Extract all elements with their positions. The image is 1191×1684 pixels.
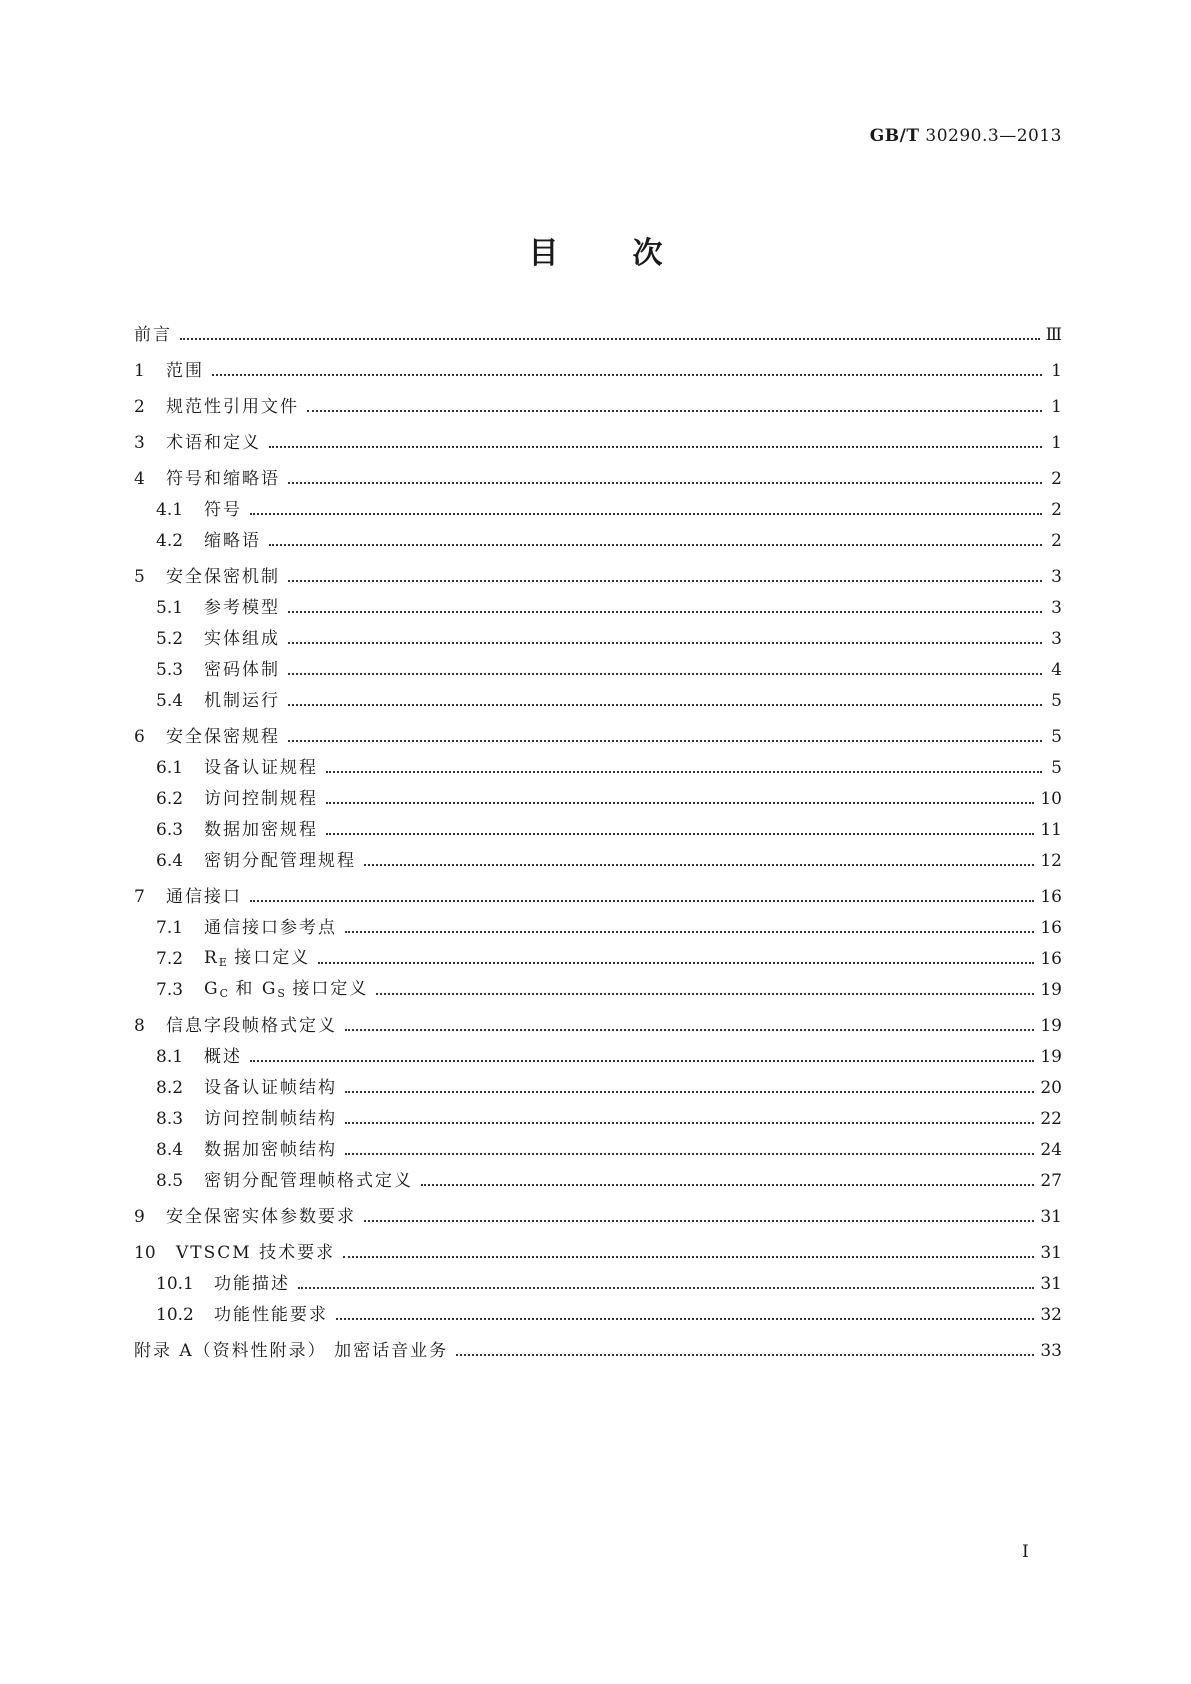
- dot-leader: [336, 1317, 1034, 1320]
- dot-leader: [364, 863, 1034, 866]
- toc-entry-page: 16: [1040, 949, 1062, 969]
- toc-entry-text: 参考模型: [204, 598, 280, 618]
- toc-entry-text: 访问控制规程: [204, 789, 318, 809]
- conjunction: 和: [235, 979, 255, 999]
- toc-entry-page: 2: [1051, 469, 1062, 489]
- toc-entry-appendix-a[interactable]: [134, 1325, 1062, 1361]
- toc-entry-10[interactable]: [134, 1227, 1062, 1263]
- toc-entry-label: 接口定义: [292, 979, 369, 999]
- dot-leader: [250, 899, 1034, 902]
- toc-entry-number: 4.2: [156, 531, 184, 551]
- toc-entry-text: 符号: [204, 500, 242, 520]
- toc-entry-text: 通信接口: [166, 887, 242, 907]
- dot-leader: [180, 337, 1040, 340]
- toc-entry-page: 4: [1051, 660, 1062, 680]
- dot-leader: [298, 1286, 1034, 1289]
- title-char-2: 次: [632, 236, 663, 271]
- subscript-e: E: [218, 956, 227, 969]
- dot-leader: [421, 1183, 1034, 1186]
- toc-entry-page: 19: [1040, 1016, 1062, 1036]
- toc-entry-page: 22: [1040, 1109, 1062, 1129]
- dot-leader: [345, 1028, 1034, 1031]
- std-prefix: GB/T: [869, 126, 920, 146]
- toc-entry-number: 10: [134, 1243, 156, 1263]
- toc-entry-7[interactable]: [134, 871, 1062, 907]
- subscript-s: S: [277, 987, 285, 1000]
- standard-code: [870, 126, 1062, 146]
- toc-entry-page: 5: [1051, 758, 1062, 778]
- dot-leader: [318, 961, 1034, 964]
- toc-entry-number: 10.2: [156, 1305, 194, 1325]
- toc-entry-text: [204, 974, 368, 1000]
- toc-entry-page: 16: [1040, 887, 1062, 907]
- toc-entry-text: 通信接口参考点: [204, 918, 337, 938]
- toc-entry-text: 安全保密规程: [166, 727, 280, 747]
- toc-entry-page: 12: [1040, 851, 1062, 871]
- toc-entry-5-2[interactable]: [134, 618, 1062, 649]
- toc-entry-8-5[interactable]: [134, 1160, 1062, 1191]
- toc-entry-page: 31: [1040, 1207, 1062, 1227]
- toc-entry-1[interactable]: [134, 345, 1062, 381]
- toc-entry-page: 5: [1051, 727, 1062, 747]
- toc-entry-number: 8: [134, 1016, 145, 1036]
- toc-entry-10-2[interactable]: [134, 1294, 1062, 1325]
- toc-entry-text: 密钥分配管理帧格式定义: [204, 1171, 413, 1191]
- toc-entry-10-1[interactable]: [134, 1263, 1062, 1294]
- dot-leader: [326, 801, 1034, 804]
- toc-entry-label: 接口定义: [234, 948, 311, 968]
- toc-entry-number: 6.1: [156, 758, 184, 778]
- toc-entry-6-4[interactable]: [134, 840, 1062, 871]
- toc-entry-page: 3: [1051, 598, 1062, 618]
- page-title: [0, 228, 1191, 272]
- toc-entry-text: 前言: [134, 325, 172, 345]
- toc-entry-5-3[interactable]: [134, 649, 1062, 680]
- toc-entry-number: 8.4: [156, 1140, 184, 1160]
- toc-entry-text: 设备认证规程: [204, 758, 318, 778]
- dot-leader: [345, 1152, 1034, 1155]
- toc-entry-page: 1: [1051, 397, 1062, 417]
- toc-entry-number: 8.1: [156, 1047, 184, 1067]
- toc-entry-number: 5: [134, 567, 145, 587]
- toc-entry-text: 密钥分配管理规程: [204, 851, 356, 871]
- toc-entry-number: 9: [134, 1207, 145, 1227]
- toc-entry-number: 6.2: [156, 789, 184, 809]
- toc-entry-page: 31: [1040, 1243, 1062, 1263]
- toc-entry-4[interactable]: [134, 453, 1062, 489]
- toc-entry-text: 访问控制帧结构: [204, 1109, 337, 1129]
- dot-leader: [364, 1219, 1034, 1222]
- toc-entry-page: 27: [1040, 1171, 1062, 1191]
- dot-leader: [269, 445, 1042, 448]
- toc-entry-text: 规范性引用文件: [166, 397, 299, 417]
- toc-entry-text: 密码体制: [204, 660, 280, 680]
- dot-leader: [326, 832, 1034, 835]
- symbol-g: G: [204, 979, 220, 999]
- toc-entry-5-4[interactable]: [134, 680, 1062, 711]
- toc-entry-page: 33: [1040, 1341, 1062, 1361]
- toc-entry-page: 19: [1040, 1047, 1062, 1067]
- toc-entry-page: 31: [1040, 1274, 1062, 1294]
- dot-leader: [343, 1255, 1034, 1258]
- table-of-contents: [134, 323, 1062, 1361]
- toc-entry-4-2[interactable]: [134, 520, 1062, 551]
- toc-entry-text: [204, 943, 310, 969]
- toc-entry-text: 附录 A（资料性附录） 加密话音业务: [134, 1341, 449, 1361]
- toc-entry-5-1[interactable]: [134, 587, 1062, 618]
- toc-entry-page: 5: [1051, 691, 1062, 711]
- subscript-c: C: [219, 987, 229, 1000]
- toc-entry-6-3[interactable]: [134, 809, 1062, 840]
- toc-entry-6-1[interactable]: [134, 747, 1062, 778]
- toc-entry-text: 实体组成: [204, 629, 280, 649]
- toc-entry-number: 5.1: [156, 598, 184, 618]
- toc-entry-page: 1: [1051, 361, 1062, 381]
- dot-leader: [288, 739, 1042, 742]
- toc-entry-8-2[interactable]: [134, 1067, 1062, 1098]
- toc-entry-number: 5.2: [156, 629, 184, 649]
- dot-leader: [269, 543, 1042, 546]
- page-number: I: [1022, 1542, 1029, 1562]
- toc-entry-text: 功能描述: [214, 1274, 290, 1294]
- toc-entry-page: 2: [1051, 531, 1062, 551]
- dot-leader: [212, 373, 1042, 376]
- toc-entry-page: 3: [1051, 629, 1062, 649]
- toc-entry-8-1[interactable]: [134, 1036, 1062, 1067]
- toc-entry-text: 术语和定义: [166, 433, 261, 453]
- toc-entry-text: 安全保密机制: [166, 567, 280, 587]
- toc-entry-9[interactable]: [134, 1191, 1062, 1227]
- toc-entry-7-2[interactable]: [134, 938, 1062, 969]
- toc-entry-text: 功能性能要求: [214, 1305, 328, 1325]
- toc-entry-8[interactable]: [134, 1000, 1062, 1036]
- toc-entry-number: 8.5: [156, 1171, 184, 1191]
- toc-entry-page: Ⅲ: [1045, 325, 1062, 345]
- toc-entry-4-1[interactable]: [134, 489, 1062, 520]
- toc-entry-number: 5.4: [156, 691, 184, 711]
- symbol-g: G: [261, 979, 278, 999]
- toc-entry-2[interactable]: [134, 381, 1062, 417]
- toc-entry-page: 3: [1051, 567, 1062, 587]
- dot-leader: [456, 1353, 1034, 1356]
- dot-leader: [288, 703, 1042, 706]
- toc-entry-7-3[interactable]: [134, 969, 1062, 1000]
- symbol-r: R: [204, 948, 219, 968]
- toc-entry-5[interactable]: [134, 551, 1062, 587]
- dot-leader: [288, 610, 1042, 613]
- std-number: 30290.3—2013: [925, 126, 1062, 146]
- toc-entry-3[interactable]: [134, 417, 1062, 453]
- dot-leader: [250, 1059, 1034, 1062]
- toc-entry-page: 16: [1040, 918, 1062, 938]
- toc-entry-page: 32: [1040, 1305, 1062, 1325]
- dot-leader: [345, 930, 1034, 933]
- toc-entry-number: 7.2: [156, 949, 184, 969]
- toc-entry-number: 7.1: [156, 918, 184, 938]
- dot-leader: [288, 579, 1042, 582]
- toc-entry-6-2[interactable]: [134, 778, 1062, 809]
- toc-entry-text: 范围: [166, 361, 204, 381]
- toc-entry-page: 11: [1040, 820, 1062, 840]
- toc-entry-number: 5.3: [156, 660, 184, 680]
- dot-leader: [326, 770, 1042, 773]
- dot-leader: [345, 1090, 1034, 1093]
- dot-leader: [307, 409, 1042, 412]
- dot-leader: [288, 481, 1042, 484]
- toc-entry-number: 4.1: [156, 500, 184, 520]
- toc-entry-number: 4: [134, 469, 145, 489]
- toc-entry-number: 8.2: [156, 1078, 184, 1098]
- toc-entry-text: 设备认证帧结构: [204, 1078, 337, 1098]
- dot-leader: [288, 641, 1042, 644]
- dot-leader: [345, 1121, 1034, 1124]
- toc-entry-page: 10: [1040, 789, 1062, 809]
- toc-entry-number: 6.4: [156, 851, 184, 871]
- toc-entry-text: VTSCM 技术要求: [176, 1243, 336, 1263]
- toc-entry-8-4[interactable]: [134, 1129, 1062, 1160]
- toc-entry-number: 8.3: [156, 1109, 184, 1129]
- toc-entry-number: 7: [134, 887, 145, 907]
- toc-entry-8-3[interactable]: [134, 1098, 1062, 1129]
- toc-entry-text: 数据加密帧结构: [204, 1140, 337, 1160]
- toc-entry-text: 缩略语: [204, 531, 261, 551]
- toc-entry-page: 2: [1051, 500, 1062, 520]
- toc-entry-number: 10.1: [156, 1274, 194, 1294]
- toc-entry-preface[interactable]: [134, 323, 1062, 345]
- toc-entry-text: 概述: [204, 1047, 242, 1067]
- toc-entry-text: 符号和缩略语: [166, 469, 280, 489]
- toc-entry-number: 1: [134, 361, 145, 381]
- toc-entry-text: 数据加密规程: [204, 820, 318, 840]
- toc-entry-number: 7.3: [156, 980, 184, 1000]
- dot-leader: [250, 512, 1042, 515]
- title-char-1: 目: [528, 236, 559, 271]
- toc-entry-page: 24: [1040, 1140, 1062, 1160]
- toc-entry-page: 1: [1051, 433, 1062, 453]
- toc-entry-number: 2: [134, 397, 145, 417]
- toc-entry-number: 6: [134, 727, 145, 747]
- toc-entry-7-1[interactable]: [134, 907, 1062, 938]
- toc-entry-page: 20: [1040, 1078, 1062, 1098]
- toc-entry-page: 19: [1040, 980, 1062, 1000]
- toc-entry-number: 6.3: [156, 820, 184, 840]
- dot-leader: [288, 672, 1042, 675]
- toc-entry-6[interactable]: [134, 711, 1062, 747]
- toc-entry-text: 安全保密实体参数要求: [166, 1207, 356, 1227]
- toc-entry-text: 机制运行: [204, 691, 280, 711]
- dot-leader: [376, 992, 1034, 995]
- toc-entry-number: 3: [134, 433, 145, 453]
- toc-entry-text: 信息字段帧格式定义: [166, 1016, 337, 1036]
